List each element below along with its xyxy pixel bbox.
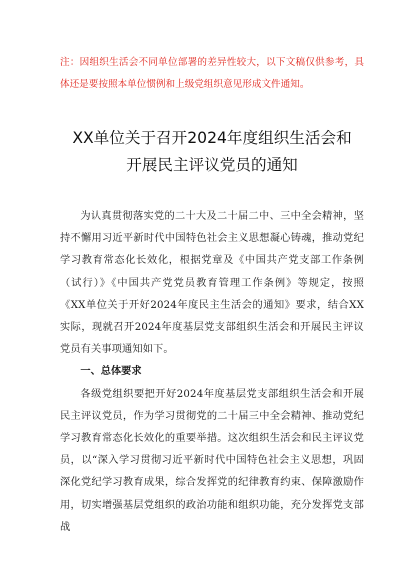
section-heading-general-requirements: 一、总体要求 (80, 366, 142, 378)
general-requirements-paragraph: 各级党组织要把开好2024年度基层党支部组织生活会和开展民主评议党员，作为学习贯彻党的二十届三中全会精神、推动党纪学习教育常态化长效化的重要举措。这次组织生活会和民主评议党员，以“深入学习贯彻习近平新时代中国特色社会主义思想，巩固深化党纪学习教育成果，综合发挥党的纪律教育约束、保障激励作用，切实增强基层党组织的政治功能和组织功能，充分发挥党支部战 (60, 388, 364, 533)
title-line-2: 开展民主评议党员的通知 (126, 156, 298, 174)
intro-paragraph: 为认真贯彻落实党的二十大及二十届二中、三中全会精神，坚持不懈用习近平新时代中国特色社会主义思想凝心铸魂，推动党纪学习教育常态化长效化，根据党章及《中国共产党支部工作条例（试行）》《中国共产党党员教育管理工作条例》等规定，按照《XX单位关于开好2024年度民主生活会的通知》要求，结合XX实际，现就召开2024年度基层党支部组织生活会和开展民主评议党员有关事项通知如下。 (60, 211, 364, 356)
title-line-1: XX单位关于召开2024年度组织生活会和 (72, 129, 352, 147)
document-title (60, 125, 364, 179)
disclaimer-note: 注：因组织生活会不同单位部署的差异性较大，以下文稿仅供参考，具体还是要按照本单位惯例和上级党组织意见形成文件通知。 (60, 57, 364, 90)
document-body (60, 206, 364, 539)
